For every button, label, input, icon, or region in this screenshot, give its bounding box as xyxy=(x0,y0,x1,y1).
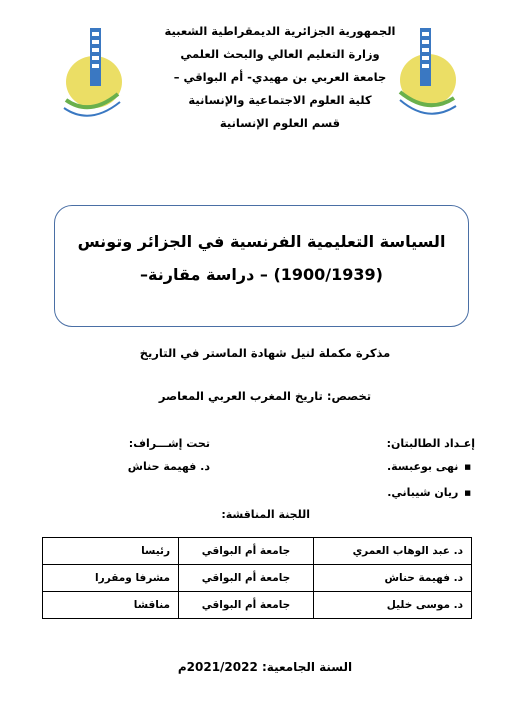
committee-member-university: جامعة أم البواقي xyxy=(179,592,314,619)
thesis-subtitle: مذكرة مكملة لنيل شهادة الماستر في التاريخ xyxy=(139,346,391,360)
thesis-title-line1: السياسة التعليمية الفرنسية في الجزائر وتونس xyxy=(77,232,446,251)
specialty-line: تخصص: تاريخ المغرب العربي المعاصر xyxy=(158,389,372,403)
header-line-ministry: وزارة التعليم العالي والبحث العلمي xyxy=(180,47,380,61)
committee-label: اللجنة المناقشة: xyxy=(221,508,310,521)
academic-year: السنة الجامعية: 2021/2022م xyxy=(177,660,353,674)
header-line-republic: الجمهورية الجزائرية الديمقراطية الشعبية xyxy=(164,24,396,38)
table-row xyxy=(43,592,472,619)
committee-member-name: د. موسى خليل xyxy=(314,592,472,619)
table-row xyxy=(43,565,472,592)
committee-member-role: رئيسا xyxy=(43,538,179,565)
committee-member-name: د. عبد الوهاب العمري xyxy=(314,538,472,565)
thesis-title-box xyxy=(54,205,469,327)
thesis-title-line2: (1900/1939) – دراسة مقارنة– xyxy=(140,265,383,284)
header-line-university: جامعة العربي بن مهيدي- أم البواقي – xyxy=(173,70,387,84)
committee-member-university: جامعة أم البواقي xyxy=(179,565,314,592)
students-list xyxy=(300,460,475,499)
supervisor-label: تحت إشـــراف: xyxy=(128,437,210,450)
committee-member-university: جامعة أم البواقي xyxy=(179,538,314,565)
committee-member-role: مشرفا ومقررا xyxy=(43,565,179,592)
students-section xyxy=(300,437,475,512)
header-line-department: قسم العلوم الإنسانية xyxy=(219,116,341,130)
header-line-faculty: كلية العلوم الاجتماعية والإنسانية xyxy=(188,93,372,107)
committee-member-name: د. فهيمة حناش xyxy=(314,565,472,592)
student-name: ■ ريان شيباني. xyxy=(300,486,471,499)
table-row xyxy=(43,538,472,565)
committee-member-role: مناقشا xyxy=(43,592,179,619)
supervisor-name: د. فهيمة حناش xyxy=(127,460,210,473)
student-name: ■ نهى بوعبسة. xyxy=(300,460,471,473)
institution-header xyxy=(150,20,410,135)
university-logo-icon xyxy=(60,22,122,132)
committee-table xyxy=(42,537,472,619)
supervisor-section xyxy=(80,437,210,473)
students-label: إعـداد الطالبتان: xyxy=(386,437,475,450)
